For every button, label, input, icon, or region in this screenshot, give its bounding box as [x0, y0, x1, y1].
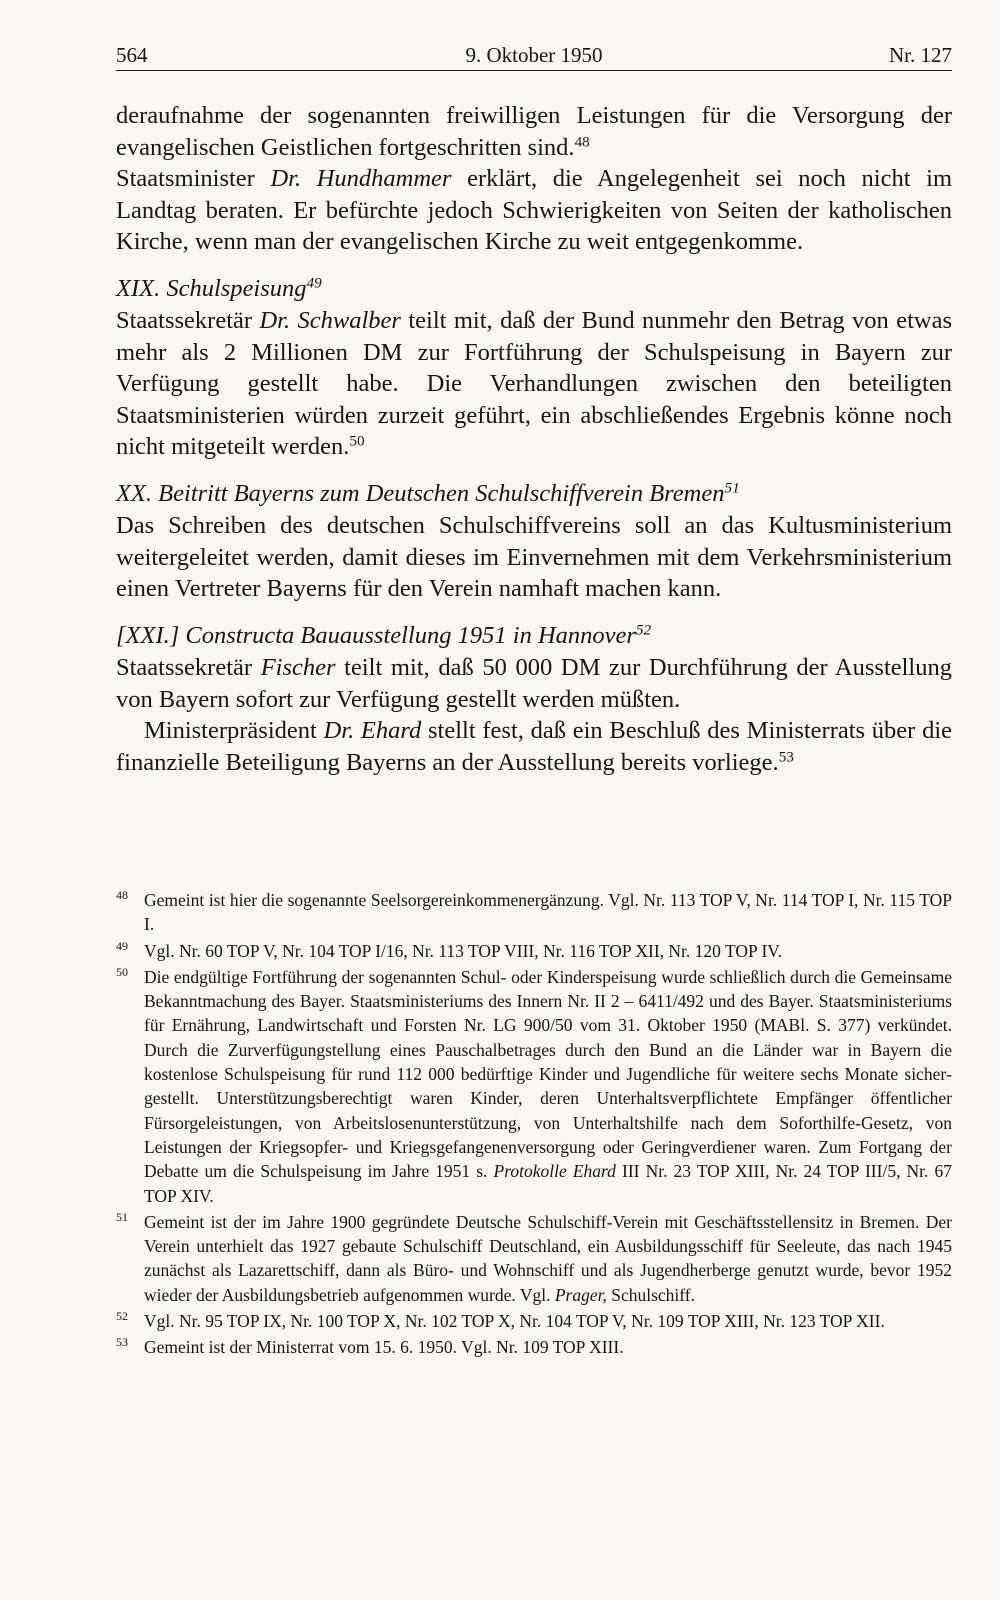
person-name: Fischer: [260, 654, 336, 681]
footnote-53: 53 Gemeint ist der Ministerrat vom 15. 6. 1950. Vgl. Nr. 109 TOP XIII.: [116, 1335, 952, 1359]
footnote-number: 52: [116, 1309, 128, 1324]
section-heading-xx: XX. Beitritt Bayerns zum Deutschen Schulschiffverein Bremen$^{51}$: [116, 479, 740, 507]
paragraph: deraufnahme der sogenannten freiwilligen Leistungen für die Versorgung der evangelischen Geistlichen fortgeschritten sind.$^{48}$: [116, 102, 952, 161]
footnote-number: 48: [116, 888, 128, 902]
footnote-48: 48 Gemeint ist hier die sogenannte Seelsorgereinkommenergänzung. Vgl. Nr. 113 TOP V, Nr. 114 TOP I, Nr. 115 TOP I.: [116, 888, 952, 937]
paragraph: Ministerpräsident Dr. Ehard stellt fest, daß ein Beschluß des Ministerrats über die finanzielle Beteiligung Bayerns an der Ausstellung bereits vorliege.$^{53}$: [116, 717, 952, 776]
section-heading-xxi: [XXI.] Constructa Bauausstellung 1951 in Hannover$^{52}$: [116, 621, 652, 649]
footnote-ref: 50: [349, 432, 365, 450]
footnote-ref: 48: [574, 133, 590, 151]
person-name: Dr. Hundhammer: [270, 165, 452, 192]
footnote-ref: 49: [306, 274, 322, 292]
running-header: [116, 40, 952, 71]
footnote-number: 50: [116, 964, 128, 979]
footnote-ref: 51: [724, 479, 740, 497]
header-issue-number: Nr. 127: [889, 43, 952, 67]
footnote-51: 51 Gemeint ist der im Jahre 1900 gegründete Deutsche Schulschiff-Verein mit Geschäftsstellensitz in Bremen. Der Verein unterhielt das 1927 gebaute Schulschiff Deutschland, ein Ausbildungsschiff für Seeleute, das nach 1945 zunächst als Lazarettschiff, dann als Büro- und Wohnschiff und als Jugendherberge genutzt wurde, bevor 1952 wieder der Ausbildungsbetrieb aufgenommen wurde. Vgl. Prager, Schulschiff.: [116, 1210, 952, 1307]
footnotes: [116, 888, 952, 1362]
footnote-50: 50 Die endgültige Fortführung der sogenannten Schul- oder Kinderspeisung wurde schließlich durch die Gemeinsame Bekanntmachung des Bayer. Staatsministeriums des Innern Nr. II 2 – 6411/492 und des Bayer. Staatsministeriums für Ernährung, Landwirtschaft und Forsten Nr. LG 900/50 vom 31. Oktober 1950 (MABl. S. 377) verkündet. Durch die Zurverfügungstellung eines Pauschalbetrages durch den Bund an die Länder war in Bayern die kostenlose Schulspeisung für rund 112 000 bedürftige Kinder und Jugendliche für weitere sechs Monate sichergestellt. Unterstützungsberechtigt waren Kinder, deren Unterhaltsverpflichtete Empfänger öffentlicher Fürsorgeleistungen, von Arbeitslosenunterstützung, von Unterhaltshilfe nach dem Soforthilfe-Gesetz, von Leistungen der Kriegsopfer- und Kriegsgefangenenversorgung oder Geringverdiener waren. Zum Fortgang der Debatte um die Schulspeisung im Jahre 1951 s. Protokolle Ehard III Nr. 23 TOP XIII, Nr. 24 TOP III/5, Nr. 67 TOP XIV.: [116, 965, 952, 1208]
paragraph: Staatssekretär Dr. Schwalber teilt mit, daß der Bund nunmehr den Betrag von etwas mehr als 2 Millionen DM zur Fortführung der Schulspeisung in Bayern zur Verfügung gestellt habe. Die Verhandlungen zwischen den beteiligten Staatsministerien würden zurzeit geführt, ein abschließendes Ergebnis könne noch nicht mitgeteilt werden.$^{50}$: [116, 307, 952, 460]
person-name: Dr. Ehard: [323, 717, 422, 744]
footnote-number: 49: [116, 938, 128, 953]
citation-author: Prager,: [554, 1284, 607, 1305]
footnote-49: 49 Vgl. Nr. 60 TOP V, Nr. 104 TOP I/16, Nr. 113 TOP VIII, Nr. 116 TOP XII, Nr. 120 TOP IV.: [116, 939, 952, 963]
paragraph: Das Schreiben des deutschen Schulschiffvereins soll an das Kultusministerium weitergeleitet werden, damit dieses im Einvernehmen mit dem Verkehrsministerium einen Vertreter Bayerns für den Verein namhaft machen kann.: [116, 512, 952, 602]
citation-title: Protokolle Ehard: [493, 1161, 616, 1182]
person-name: Dr. Schwalber: [259, 307, 401, 334]
footnote-52: 52 Vgl. Nr. 95 TOP IX, Nr. 100 TOP X, Nr. 102 TOP X, Nr. 104 TOP V, Nr. 109 TOP XIII, Nr. 123 TOP XII.: [116, 1309, 952, 1333]
main-text: [116, 100, 952, 778]
footnote-number: 51: [116, 1209, 128, 1224]
header-date: 9. Oktober 1950: [465, 43, 603, 67]
footnote-ref: 52: [635, 621, 652, 639]
paragraph: Staatsminister Dr. Hundhammer erklärt, die Angelegenheit sei noch nicht im Landtag beraten. Er befürchte jedoch Schwierigkeiten von Seiten der katholischen Kirche, wenn man der evangelischen Kirche zu weit entgegenkomme.: [116, 165, 953, 255]
footnote-number: 53: [116, 1335, 128, 1350]
page-number: 564: [116, 43, 148, 67]
footnote-ref: 53: [778, 748, 794, 766]
section-heading-xix: XIX. Schulspeisung$^{49}$: [116, 274, 322, 302]
paragraph: Staatssekretär Fischer teilt mit, daß 50 000 DM zur Durchführung der Ausstellung von Bayern sofort zur Verfügung gestellt werden müßten.: [116, 654, 952, 713]
